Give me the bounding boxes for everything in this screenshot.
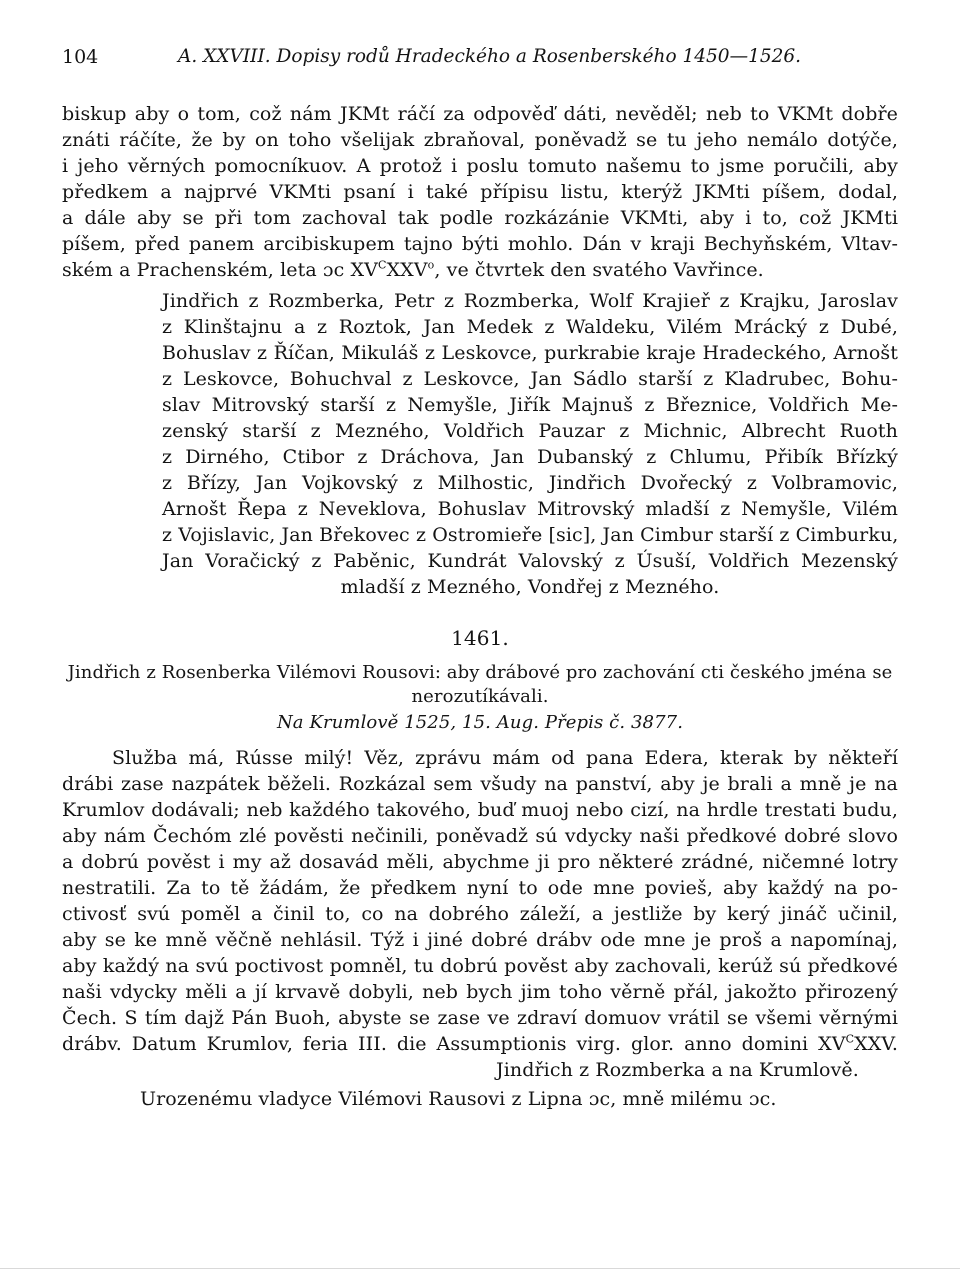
document-number: 1461. (451, 626, 509, 650)
signatory-line: mladší z Mezného, Vondřej z Mezného. (340, 576, 720, 598)
signatory-line: zenský starší z Mezného, Voldřich Pauzar z Michnic, Albrecht Ruoth (162, 420, 898, 442)
body-line: naši vdycky měli a jí krvavě dobyli, neb bych jim toho věrně přál, jakožto přirozený (62, 981, 898, 1003)
body-line: aby se ke mně věčně nehlásil. Týž i jiné dobré drábv ode mne je proš a napomínaj, (62, 929, 898, 951)
text-line: píšem, před panem arcibiskupem tajno býti mohlo. Dán v kraji Bechyňském, Vltav- (62, 233, 898, 255)
text-line: a dále aby se při tom zachoval tak podle rozkázánie VKMti, aby i to, což JKMti (62, 207, 898, 229)
text-line: znáti ráčíte, že by on toho všelijak zbraňoval, poněvadž se tu jeho nemálo dotýče, (62, 129, 898, 151)
signatory-line: Jindřich z Rozmberka, Petr z Rozmberka, Wolf Krajieř z Krajku, Jaroslav (162, 290, 898, 312)
signatory-line: z Dirného, Ctibor z Dráchova, Jan Dubanský z Chlumu, Přibík Břízký (162, 446, 898, 468)
body-line: aby každý na svú poctivost pomněl, tu dobrú pověst aby zachovali, kerúž sú předkové (62, 955, 898, 977)
signatory-line: z Břízy, Jan Vojkovský z Milhostic, Jindřich Dvořecký z Volbramovic, (162, 472, 898, 494)
signatory-line: z Vojislavic, Jan Břekovec z Ostromieře [sic], Jan Cimbur starší z Cimburku, (162, 524, 899, 546)
body-line: nestratili. Za to tě žádám, že předkem nyní to ode mne povieš, aby každý na po- (62, 877, 898, 899)
running-head: A. XXVIII. Dopisy rodů Hradeckého a Rosenberského 1450—1526. (178, 46, 802, 67)
page-number: 104 (62, 46, 99, 68)
page-bottom-rule (0, 1268, 960, 1269)
text-line: biskup aby o tom, což nám JKMt ráčí za odpověď dáti, nevěděl; neb to VKMt dobře (62, 103, 898, 125)
closing-line: drábv. Datum Krumlov, feria III. die Assumptionis virg. glor. anno domini $XV^CXXV$. (62, 1032, 898, 1055)
body-line: a dobrú pověst i my až dosavád měli, abychme ji pro některé zrádné, ničemné lotry (62, 851, 898, 873)
signature: Jindřich z Rozmberka a na Krumlově. (496, 1059, 859, 1081)
body-line: aby nám Čechóm zlé pověsti nečinili, poněvadž sú vdycky naši předkové dobré slovo (62, 825, 898, 847)
page-header (62, 46, 902, 76)
address-line: Urozenému vladyce Vilémovi Rausovi z Lipna ɔc, mně milému ɔc. (140, 1088, 777, 1110)
body-line: Čech. S tím dajž Pán Buoh, abyste se zase ve zdraví domuov vrátil se všemi věrnými (62, 1007, 898, 1029)
regest-line: Jindřich z Rosenberka Vilémovi Rousovi: aby drábové pro zachování cti českého jména se (67, 662, 893, 683)
signatory-line: z Leskovce, Bohuchval z Leskovce, Jan Sádlo starší z Kladrubec, Bohu- (162, 368, 898, 390)
signatory-line: slav Mitrovský starší z Nemyšle, Jiřík Majnuš z Březnice, Voldřich Me- (162, 394, 898, 416)
text-line: i jeho věrných pomocníkuov. A protož i poslu tomuto našemu to jsme poručili, aby (62, 155, 898, 177)
date-line: ském a Prachenském, leta ɔc $XV^CXXV^o$, ve čtvrtek den svatého Vavřince. (62, 258, 764, 281)
body-line: Krumlov dodávali; neb každého takového, buď muoj nebo cizí, na hrdle trestati budu, (62, 799, 898, 821)
signatory-line: z Klinštajnu a z Roztok, Jan Medek z Waldeku, Vilém Mrácký z Dubé, (162, 316, 898, 338)
signatory-line: Bohuslav z Říčan, Mikuláš z Leskovce, purkrabie kraje Hradeckého, Arnošt (162, 342, 898, 364)
text-line: předkem a najprvé VKMti psaní i také přípisu listu, kterýž JKMti píšem, dodal, (62, 181, 898, 203)
signatory-line: Jan Voračický z Paběnic, Kundrát Valovský z Úsuší, Voldřich Mezenský (162, 550, 898, 572)
source-note: Na Krumlově 1525, 15. Aug. Přepis č. 3877. (276, 712, 684, 733)
body-line: ctivosť svú poměl a činil to, co na dobrého záleží, a jestliže by kerý jináč učinil, (62, 903, 898, 925)
body-line: drábi zase nazpátek běželi. Rozkázal sem všudy na panství, aby je brali a mně je na (62, 773, 898, 795)
signatory-line: Arnošt Řepa z Neveklova, Bohuslav Mitrovský mladší z Nemyšle, Vilém (162, 498, 898, 520)
body-line: Služba má, Rússe milý! Věz, zprávu mám od pana Edera, kterak by někteří (112, 747, 898, 769)
regest-line: nerozutíkávali. (411, 686, 549, 707)
